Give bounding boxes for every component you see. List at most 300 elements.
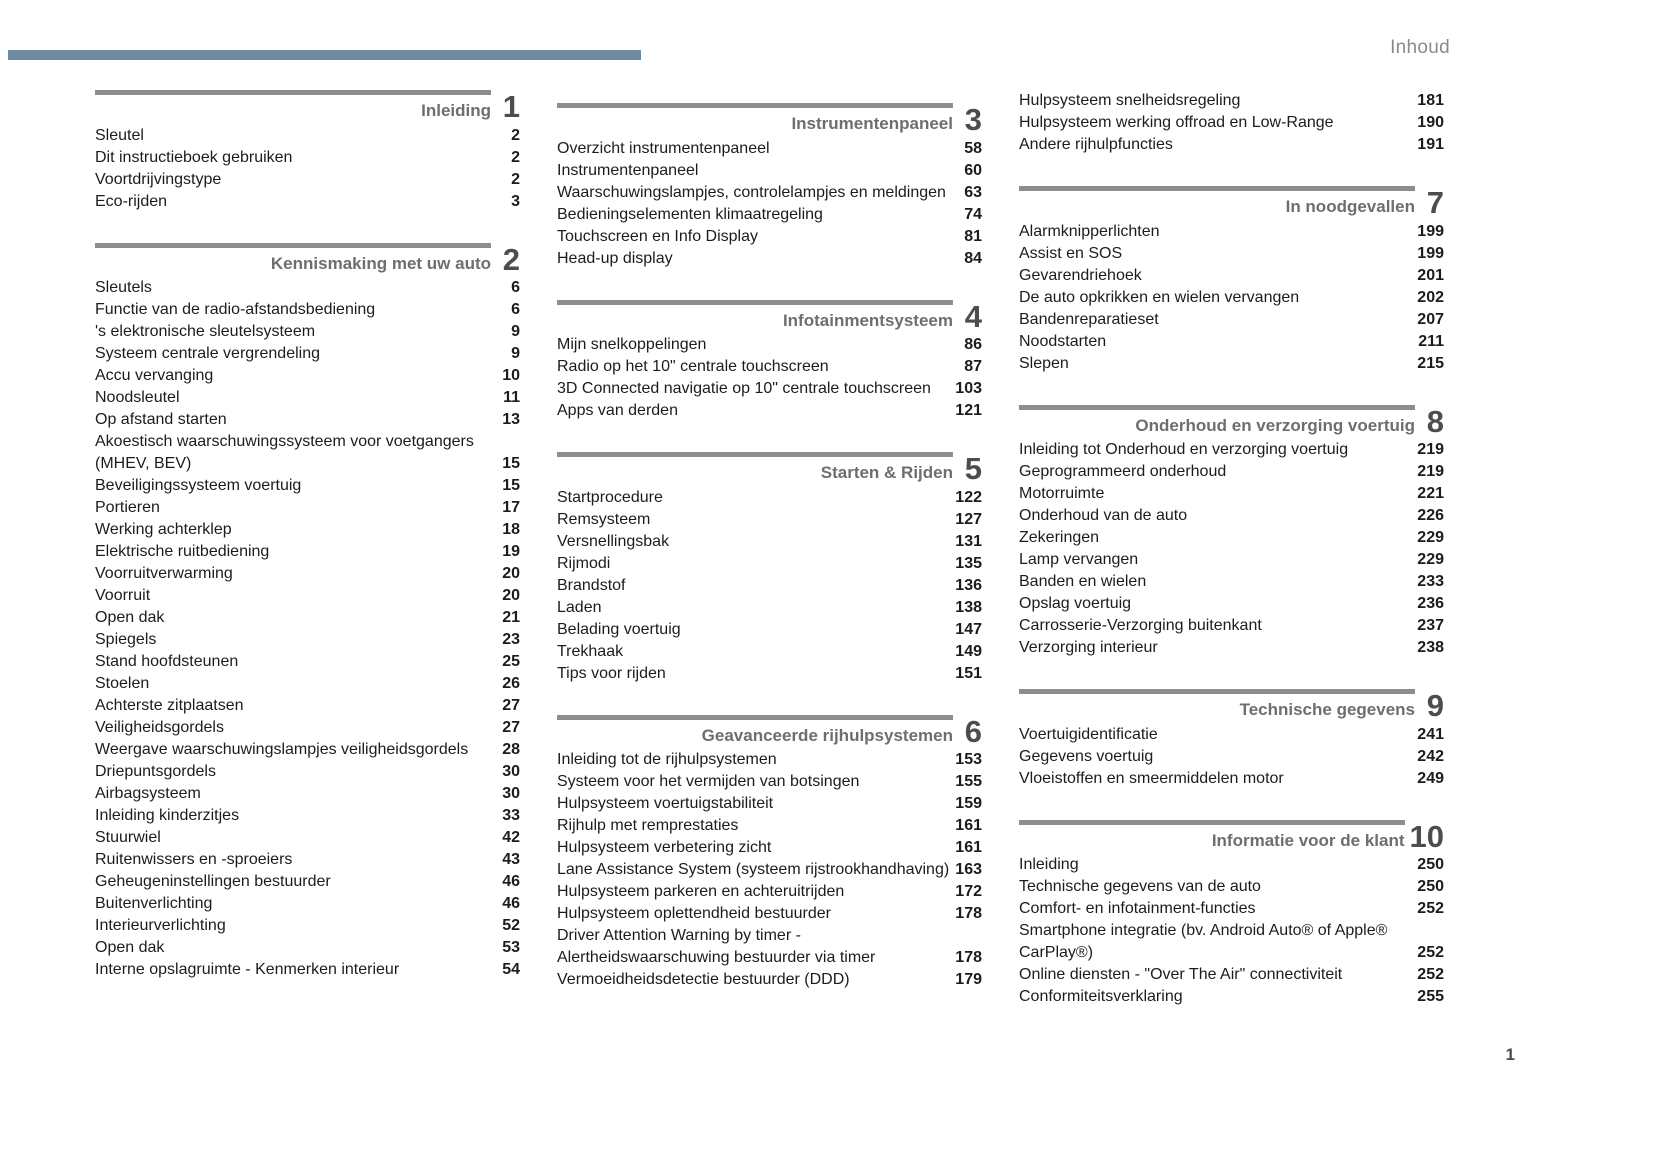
section-header-left [95,90,491,121]
toc-section [1019,405,1444,660]
toc-item[interactable] [95,475,520,497]
toc-item[interactable] [1019,331,1444,353]
section-divider-bar [1019,820,1405,825]
toc-item[interactable] [557,160,982,182]
toc-item-page: 6 [511,279,520,297]
toc-item-label: Rijmodi [557,554,611,572]
toc-item-label: Inleiding tot de rijhulpsystemen [557,751,777,769]
toc-item[interactable] [1019,898,1444,920]
toc-item[interactable] [95,629,520,651]
toc-column-2 [557,90,982,1008]
section-title: Inleiding [421,101,491,120]
toc-item-label: Voortdrijvingstype [95,170,222,188]
toc-item[interactable] [557,903,982,925]
toc-item-label: Eco-rijden [95,192,168,210]
toc-item-label: Beveiligingssysteem voertuig [95,477,302,495]
toc-item[interactable] [95,343,520,365]
section-divider-bar [557,103,953,108]
toc-item-page: 172 [955,883,982,901]
toc-item[interactable] [557,881,982,903]
toc-item-page: 15 [502,477,520,495]
toc-item[interactable] [95,585,520,607]
toc-item-label: Systeem voor het vermijden van botsingen [557,773,860,791]
toc-item-page: 215 [1417,354,1444,372]
toc-item-page: 27 [502,697,520,715]
toc-item-page: 13 [502,411,520,429]
toc-column-1 [95,90,520,1008]
toc-item-label: Open dak [95,939,165,957]
toc-item[interactable] [557,182,982,204]
toc-item[interactable] [1019,768,1444,790]
toc-item[interactable] [1019,964,1444,986]
toc-item-label: Trekhaak [557,642,624,660]
toc-item-label: Dit instructieboek gebruiken [95,148,293,166]
chapter-number: 6 [964,713,982,749]
toc-item-label: Hulpsysteem werking offroad en Low-Range [1019,114,1334,131]
toc-item-label: Lane Assistance System (systeem rijstrookhandhaving) [557,861,950,879]
toc-item[interactable] [557,859,982,881]
toc-item[interactable] [557,663,982,685]
chapter-number: 8 [1426,403,1444,439]
section-title: Informatie voor de klant [1211,830,1405,850]
toc-item[interactable] [557,553,982,575]
toc-item-label: Smartphone integratie (bv. Android Auto® of Apple® CarPlay®) [1019,922,1388,962]
toc-item-page: 199 [1417,244,1444,262]
toc-item-page: 207 [1417,310,1444,328]
toc-item-page: 3 [511,192,520,210]
toc-item-page: 229 [1417,529,1444,547]
toc-item[interactable] [95,387,520,409]
toc-item[interactable] [557,837,982,859]
toc-item[interactable] [1019,505,1444,527]
toc-item[interactable] [95,147,520,169]
toc-item-label: Systeem centrale vergrendeling [95,345,321,363]
toc-item-label: Spiegels [95,631,157,649]
toc-item[interactable] [557,793,982,815]
toc-item[interactable] [95,563,520,585]
toc-item[interactable] [95,169,520,191]
toc-item-label: Hulpsysteem verbetering zicht [557,839,772,857]
toc-item-page: 20 [502,565,520,583]
toc-item[interactable] [95,277,520,299]
toc-item-page: 135 [955,554,982,572]
toc-item-page: 163 [955,861,982,879]
toc-item[interactable] [95,849,520,871]
toc-columns [95,90,1444,1008]
toc-section [557,715,982,992]
section-title: Kennismaking met uw auto [270,253,491,273]
toc-item-label: Touchscreen en Info Display [557,227,758,245]
section-items [95,125,520,213]
toc-item-label: Instrumentenpaneel [557,161,699,179]
section-divider-bar [557,300,953,305]
toc-item-label: Overzicht instrumentenpaneel [557,139,770,157]
section-header [95,89,520,125]
toc-item-label: Accu vervanging [95,367,214,385]
toc-item-page: 18 [502,521,520,539]
toc-item[interactable] [557,749,982,771]
section-header-left [1019,186,1415,217]
toc-item-label: Waarschuwingslampjes, controlelampjes en meldingen [557,183,946,201]
toc-item[interactable] [95,541,520,563]
toc-item-page: 179 [955,971,982,989]
section-items [1019,854,1444,1008]
toc-item-page: 15 [502,455,520,473]
toc-item[interactable] [557,597,982,619]
toc-item-label: Online diensten - "Over The Air" connectiviteit [1019,966,1343,984]
toc-item[interactable] [1019,854,1444,876]
toc-item-label: Stand hoofdsteunen [95,653,239,671]
section-header-left [557,452,953,483]
toc-item[interactable] [557,138,982,160]
toc-item-page: 23 [502,631,520,649]
toc-item-label: Op afstand starten [95,411,227,429]
section-header [557,298,982,334]
toc-item[interactable] [557,400,982,422]
toc-item[interactable] [1019,876,1444,898]
toc-section [95,90,520,213]
toc-item[interactable] [95,739,520,761]
toc-item-label: Airbagsysteem [95,785,201,803]
toc-item-page: 250 [1417,878,1444,896]
toc-item[interactable] [557,248,982,270]
toc-item-page: 21 [502,609,520,627]
toc-item-page: 60 [964,161,982,179]
toc-item[interactable] [95,651,520,673]
toc-item[interactable] [1019,746,1444,768]
toc-item[interactable] [95,673,520,695]
toc-item[interactable] [1019,439,1444,461]
toc-item[interactable] [557,356,982,378]
toc-item-page: 149 [955,642,982,660]
section-divider-bar [1019,186,1415,191]
toc-item[interactable] [1019,527,1444,549]
section-header [95,241,520,277]
toc-item-label: Sleutels [95,279,152,297]
toc-item-label: Alarmknipperlichten [1019,222,1160,240]
page-header-label: Inhoud [1390,37,1450,58]
chapter-number: 4 [964,298,982,334]
section-items [1019,221,1444,375]
toc-item-label: Veiligheidsgordels [95,719,224,737]
toc-item[interactable] [95,761,520,783]
toc-item-page: 250 [1417,856,1444,874]
toc-item-page: 242 [1417,747,1444,765]
section-items [557,138,982,270]
toc-item-label: Open dak [95,609,165,627]
section-header [1019,185,1444,221]
toc-item-page: 84 [964,249,982,267]
toc-item-label: Bandenreparatieset [1019,310,1159,328]
toc-item[interactable] [95,915,520,937]
toc-item-page: 17 [502,499,520,517]
toc-section [1019,820,1444,1009]
toc-item[interactable] [95,805,520,827]
section-title: Technische gegevens [1239,700,1415,720]
section-divider-bar [557,715,953,720]
toc-item-label: Driepuntsgordels [95,763,216,781]
toc-item[interactable] [1019,615,1444,637]
toc-item[interactable] [95,937,520,959]
section-items [557,487,982,685]
toc-item[interactable] [1019,724,1444,746]
toc-item-label: Interne opslagruimte - Kenmerken interieur [95,961,400,979]
toc-item-page: 155 [955,773,982,791]
toc-item[interactable] [1019,265,1444,287]
toc-item-page: 255 [1417,988,1444,1006]
toc-item-label: Achterste zitplaatsen [95,697,244,715]
toc-item[interactable] [95,827,520,849]
toc-item-label: Assist en SOS [1019,244,1123,262]
toc-item-label: Stoelen [95,675,150,693]
toc-section [557,300,982,423]
toc-item-label: Bedieningselementen klimaatregeling [557,205,823,223]
toc-item[interactable] [1019,112,1444,134]
toc-item-page: 25 [502,653,520,671]
toc-item[interactable] [557,575,982,597]
toc-item[interactable] [95,125,520,147]
toc-item[interactable] [95,607,520,629]
toc-item-label: Inleiding tot Onderhoud en verzorging voertuig [1019,441,1349,459]
section-title: Onderhoud en verzorging voertuig [1135,415,1415,435]
section-title: Starten & Rijden [820,463,953,483]
toc-item-page: 122 [955,488,982,506]
toc-item-label: Conformiteitsverklaring [1019,988,1183,1006]
toc-item[interactable] [1019,309,1444,331]
toc-item[interactable] [557,334,982,356]
toc-item-label: Comfort- en infotainment-functies [1019,900,1256,918]
toc-item-page: 27 [502,719,520,737]
toc-item-page: 159 [955,795,982,813]
chapter-number: 7 [1426,185,1444,221]
toc-item[interactable] [1019,549,1444,571]
toc-item-label: Akoestisch waarschuwingssysteem voor voetgangers (MHEV, BEV) [95,433,474,473]
toc-item-page: 181 [1417,92,1444,109]
toc-item[interactable] [95,431,520,475]
toc-item[interactable] [95,783,520,805]
toc-item-page: 252 [1417,966,1444,984]
toc-section [1019,186,1444,375]
toc-item[interactable] [95,717,520,739]
toc-item-label: Lamp vervangen [1019,551,1139,569]
toc-section [557,452,982,685]
toc-item-page: 151 [955,664,982,682]
toc-item-page: 30 [502,763,520,781]
toc-item-page: 161 [955,839,982,857]
chapter-number: 1 [502,89,520,125]
toc-item-page: 81 [964,227,982,245]
toc-item[interactable] [1019,920,1444,964]
toc-item-label: Geheugeninstellingen bestuurder [95,873,331,891]
toc-item-label: Elektrische ruitbediening [95,543,270,561]
toc-item[interactable] [1019,90,1444,112]
section-header-left [1019,405,1415,436]
toc-item[interactable] [1019,243,1444,265]
section-title: In noodgevallen [1285,197,1415,216]
toc-item[interactable] [95,959,520,981]
toc-item-page: 58 [964,139,982,157]
toc-item-label: Noodsleutel [95,389,180,407]
toc-item-label: Technische gegevens van de auto [1019,878,1261,896]
toc-item-page: 2 [511,126,520,144]
toc-item-label: Werking achterklep [95,521,232,539]
toc-item[interactable] [557,619,982,641]
toc-item[interactable] [95,365,520,387]
section-header-left [1019,689,1415,720]
toc-item[interactable] [1019,571,1444,593]
toc-item-page: 249 [1417,769,1444,787]
section-items [1019,724,1444,790]
toc-item-label: Ruitenwissers en -sproeiers [95,851,293,869]
toc-item-page: 252 [1417,900,1444,918]
toc-section [1019,689,1444,790]
toc-item-page: 190 [1417,114,1444,131]
toc-item[interactable] [95,409,520,431]
toc-item[interactable] [1019,287,1444,309]
toc-item-label: Radio op het 10" centrale touchscreen [557,358,829,376]
toc-item-label: Gevarendriehoek [1019,266,1142,284]
section-title: Instrumentenpaneel [791,114,953,133]
toc-item-label: Zekeringen [1019,529,1100,547]
toc-item[interactable] [95,299,520,321]
toc-item-page: 201 [1417,266,1444,284]
toc-item[interactable] [95,191,520,213]
toc-item[interactable] [95,519,520,541]
toc-item-label: Banden en wielen [1019,573,1147,591]
toc-item-page: 219 [1417,441,1444,459]
toc-item-label: Inleiding kinderzitjes [95,807,240,825]
toc-item-page: 6 [511,301,520,319]
chapter-number: 5 [964,451,982,487]
toc-item-page: 178 [955,949,982,967]
toc-item-label: 's elektronische sleutelsysteem [95,323,316,341]
section-items [557,749,982,991]
toc-item-label: Mijn snelkoppelingen [557,336,707,354]
toc-item[interactable] [557,531,982,553]
section-title: Infotainmentsysteem [782,310,953,330]
toc-item[interactable] [557,969,982,991]
toc-item-page: 161 [955,817,982,835]
toc-item-label: Weergave waarschuwingslampjes veiligheidsgordels [95,741,469,759]
toc-item-page: 53 [502,939,520,957]
toc-item-page: 43 [502,851,520,869]
toc-item-label: Laden [557,598,602,616]
toc-item-label: Opslag voertuig [1019,595,1132,613]
toc-item[interactable] [557,509,982,531]
toc-item[interactable] [95,871,520,893]
toc-item-label: Tips voor rijden [557,664,666,682]
chapter-number: 9 [1426,688,1444,724]
toc-item-page: 226 [1417,507,1444,525]
section-divider-bar [1019,405,1415,410]
section-divider-bar [1019,689,1415,694]
toc-section [557,103,982,270]
section-header [1019,688,1444,724]
toc-item-label: Rijhulp met remprestaties [557,817,739,835]
toc-item-page: 30 [502,785,520,803]
toc-item[interactable] [1019,221,1444,243]
toc-item-page: 241 [1417,725,1444,743]
toc-item[interactable] [557,204,982,226]
toc-item-page: 10 [502,367,520,385]
toc-item-label: Brandstof [557,576,626,594]
toc-item-label: Verzorging interieur [1019,639,1158,657]
toc-item-page: 33 [502,807,520,825]
section-header [557,102,982,138]
toc-item-label: Onderhoud van de auto [1019,507,1188,525]
section-items [1019,439,1444,659]
top-accent-bar [8,50,641,60]
toc-item[interactable] [1019,986,1444,1008]
toc-item[interactable] [1019,353,1444,375]
toc-item-label: Startprocedure [557,488,663,506]
toc-item-page: 52 [502,917,520,935]
toc-item-page: 26 [502,675,520,693]
toc-section [1019,90,1444,156]
toc-item-page: 2 [511,148,520,166]
toc-item[interactable] [95,893,520,915]
toc-item[interactable] [1019,593,1444,615]
toc-item[interactable] [557,226,982,248]
toc-item[interactable] [1019,483,1444,505]
toc-item[interactable] [557,925,982,969]
toc-item[interactable] [95,695,520,717]
toc-item-page: 229 [1417,551,1444,569]
section-divider-bar [95,243,491,248]
toc-item-label: Apps van derden [557,402,678,420]
toc-item-label: Hulpsysteem oplettendheid bestuurder [557,905,831,923]
toc-item-page: 42 [502,829,520,847]
toc-item[interactable] [1019,134,1444,156]
toc-item-page: 11 [503,389,520,407]
toc-item-label: Slepen [1019,354,1069,372]
section-items [1019,90,1444,156]
toc-item[interactable] [557,771,982,793]
toc-item-page: 136 [955,576,982,594]
toc-item-label: Interieurverlichting [95,917,226,935]
toc-item-label: Belading voertuig [557,620,681,638]
toc-item-page: 9 [511,345,520,363]
toc-item[interactable] [557,487,982,509]
toc-item-page: 138 [955,598,982,616]
toc-item[interactable] [557,378,982,400]
toc-item-page: 237 [1417,617,1444,635]
toc-item-label: Sleutel [95,126,144,144]
toc-item[interactable] [1019,637,1444,659]
toc-item[interactable] [557,815,982,837]
toc-item-page: 74 [964,205,982,223]
toc-item[interactable] [95,497,520,519]
toc-column-3 [1019,90,1444,1008]
toc-item[interactable] [1019,461,1444,483]
toc-item[interactable] [95,321,520,343]
toc-item-page: 147 [955,620,982,638]
toc-item-page: 238 [1417,639,1444,657]
chapter-number: 3 [964,102,982,138]
toc-item-label: Buitenverlichting [95,895,213,913]
toc-item-label: Vermoeidheidsdetectie bestuurder (DDD) [557,971,850,989]
toc-item-label: Noodstarten [1019,332,1107,350]
toc-item-label: Versnellingsbak [557,532,670,550]
toc-item-page: 87 [964,358,982,376]
toc-item-page: 233 [1417,573,1444,591]
page-number: 1 [1505,1045,1515,1064]
toc-item-label: Head-up display [557,249,673,267]
toc-section [95,243,520,982]
toc-item-label: Carrosserie-Verzorging buitenkant [1019,617,1262,635]
toc-item-page: 219 [1417,463,1444,481]
toc-item[interactable] [557,641,982,663]
